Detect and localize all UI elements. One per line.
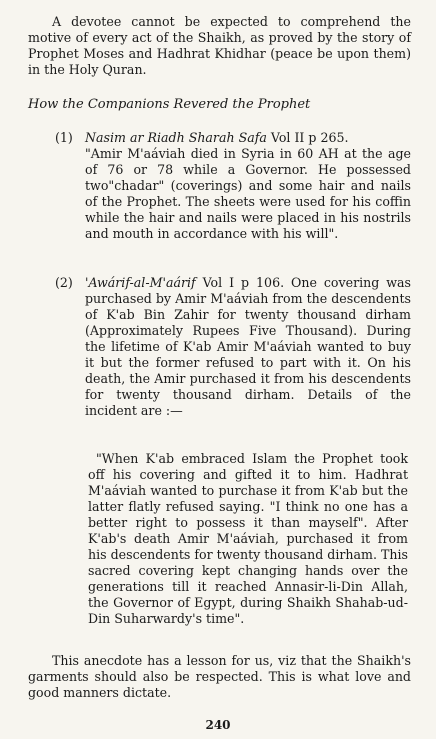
page-number: 240	[205, 718, 231, 732]
citation-source-title: Nasim ar Riadh Sharah Safa	[85, 130, 267, 145]
citation-number: (2)	[55, 275, 73, 290]
block-quote: "When K'ab embraced Islam the Prophet took off his covering and gifted it to him. Hadhrat M'aáviah wanted to purchase it from K'ab but the latter flatly refused saying. "I think no one has a better right to possess it than mayself". After K'ab's death Amir M'aáviah, purchased it from his descendents for twenty thousand dirham. This sacred covering kept changing hands over the generations till it reached Annasir-li-Din Allah, the Governor of Egypt, during Shaikh Shahab-ud-Din Suharwardy's time".	[88, 451, 408, 626]
citation-text: One covering was purchased by Amir M'aáviah from the descendents of K'ab Bin Zahir for twenty thousand dirham (Approximately Rupees Five Thousand). During the lifetime of K'ab Amir M'aáviah wanted to buy it but the former refused to part with it. On his death, the Amir purchased it from his descendents for twenty thousand dirham. Details of the incident are :—	[85, 275, 411, 418]
citation-body	[85, 275, 411, 419]
closing-paragraph: This anecdote has a lesson for us, viz that the Shaikh's garments should also be respected. This is what love and good manners dictate.	[28, 653, 411, 700]
citation-source-title: 'Awárif-al-M'aárif	[85, 275, 196, 290]
citation-item-2	[55, 275, 413, 445]
citation-item-1	[55, 130, 413, 255]
citation-number: (1)	[55, 130, 73, 145]
section-heading: How the Companions Revered the Prophet	[28, 97, 311, 112]
citation-source-ref: Vol II p 265.	[266, 130, 349, 145]
citation-source-ref: Vol I p 106.	[195, 275, 285, 290]
intro-paragraph: A devotee cannot be expected to comprehend the motive of every act of the Shaikh, as proved by the story of Prophet Moses and Hadhrat Khidhar (peace be upon them) in the Holy Quran.	[28, 14, 411, 77]
citation-body	[85, 130, 411, 242]
citation-text: "Amir M'aáviah died in Syria in 60 AH at the age of 76 or 78 while a Governor. He possessed two"chadar" (coverings) and some hair and nails of the Prophet. The sheets were used for his coffin while the hair and nails were placed in his nostrils and mouth in accordance with his will".	[85, 146, 411, 241]
